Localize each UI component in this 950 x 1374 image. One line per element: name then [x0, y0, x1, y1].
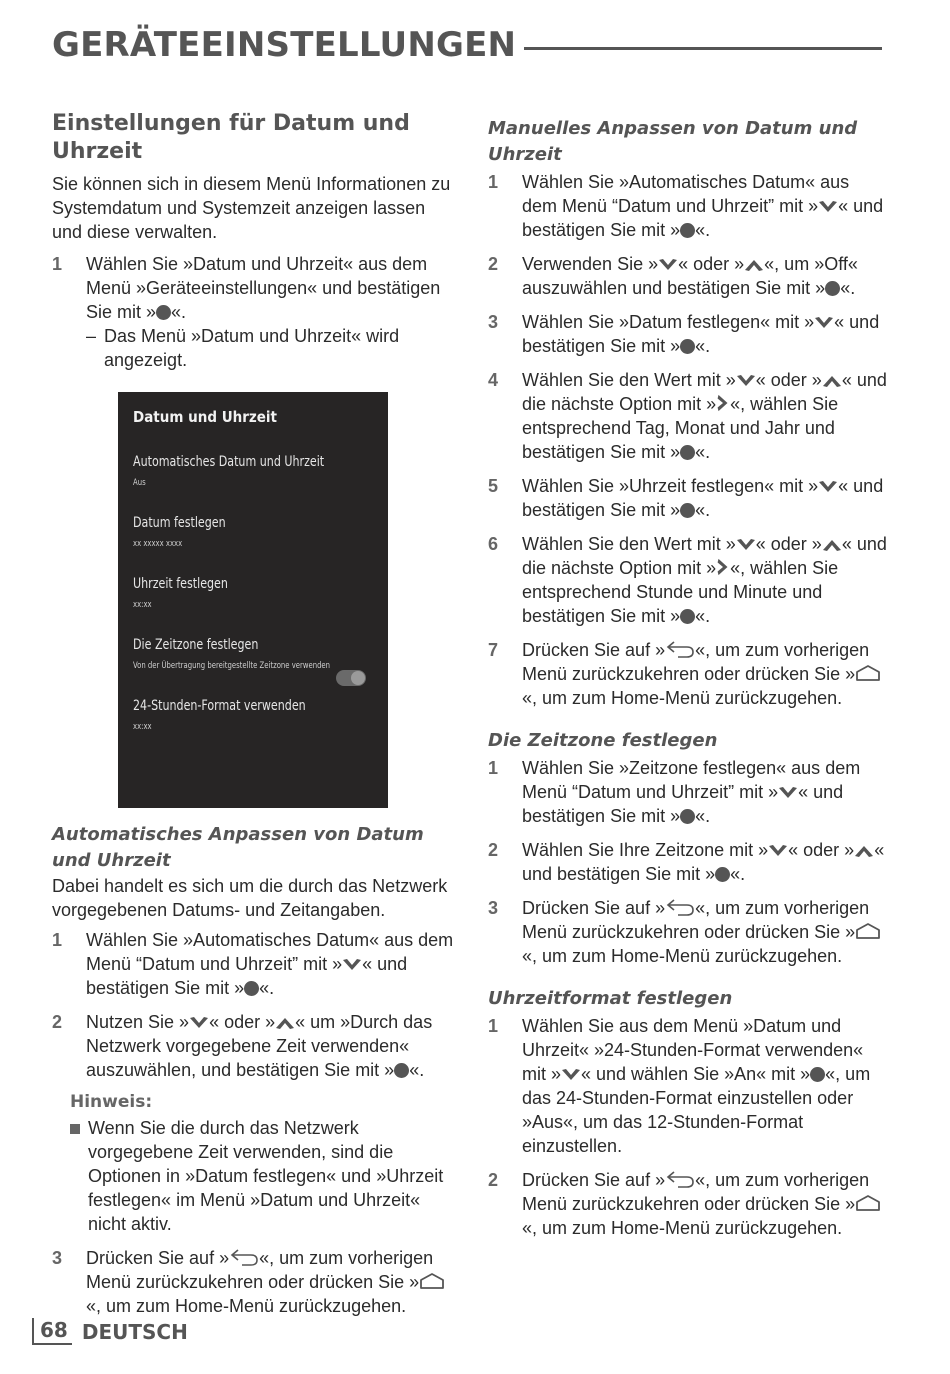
- step-number: 4: [488, 370, 499, 390]
- page-header: [52, 20, 882, 70]
- step-number: 3: [488, 898, 499, 918]
- step-text: «, um zum vorherigen Menü zurückzukehren oder drücken Sie »: [522, 1170, 870, 1214]
- step-number: 7: [488, 640, 499, 660]
- dash: –: [86, 326, 97, 346]
- chevron-down-icon: [736, 538, 756, 552]
- chevron-up-icon: [275, 1016, 295, 1030]
- menu-item-label: Automatisches Datum und Uhrzeit: [133, 454, 325, 470]
- chevron-down-icon: [768, 844, 788, 858]
- ok-button-icon: [680, 503, 695, 518]
- step-text: « oder »: [755, 534, 822, 554]
- ok-button-icon: [715, 867, 730, 882]
- step-text: Wählen Sie den Wert mit »: [522, 534, 736, 554]
- step-number: 2: [488, 840, 499, 860]
- manual-adjust-title: Manuelles Anpassen von Datum und Uhrzeit: [488, 118, 858, 165]
- auto-step-2: [52, 1010, 457, 1082]
- auto-step-1: [52, 928, 457, 1000]
- timezone-step-2: [488, 838, 888, 886]
- section-title: Einstellungen für Datum und Uhrzeit: [52, 111, 410, 164]
- step-text: Wählen Sie »Automatisches Datum« aus dem Menü “Datum und Uhrzeit” mit »: [86, 930, 454, 974]
- chevron-down-icon: [658, 258, 678, 272]
- step-text: «, wählen Sie entsprechend Stunde und Minute und bestätigen Sie mit »: [522, 558, 839, 626]
- left-column: [52, 110, 457, 1328]
- page-footer: [32, 1318, 188, 1345]
- auto-intro-text: Dabei handelt es sich um die durch das Netzwerk vorgegebenen Datums- und Zeitangaben.: [52, 876, 448, 920]
- chevron-down-icon: [342, 958, 362, 972]
- menu-item-value: xx:xx: [133, 600, 152, 610]
- ok-button-icon: [156, 305, 171, 320]
- timezone-step-1: [488, 756, 888, 828]
- menu-item-value: xx:xx: [133, 722, 152, 732]
- step-number: 5: [488, 476, 499, 496]
- menu-item-24h-format: [133, 698, 329, 732]
- step-text: «, um das 24-Stunden-Format einzustellen oder »Aus«, um das 12-Stunden-Format einzustellen.: [522, 1064, 871, 1156]
- step-number: 1: [52, 930, 63, 950]
- toggle-switch: [336, 670, 366, 686]
- page-title: GERÄTEEINSTELLUNGEN: [52, 25, 517, 65]
- step-text: « und bestätigen Sie mit »: [522, 840, 885, 884]
- menu-item-set-date: [133, 515, 238, 549]
- step-text: « oder »: [788, 840, 855, 860]
- step-text: «, um »Off« auszuwählen und bestätigen Sie mit »: [522, 254, 858, 298]
- step-text: Wählen Sie »Uhrzeit festlegen« mit »: [522, 476, 819, 496]
- chevron-right-icon: [716, 558, 730, 576]
- chevron-down-icon: [778, 786, 798, 800]
- step-text: « und wählen Sie »An« mit »: [581, 1064, 811, 1084]
- step-number: 1: [488, 172, 499, 192]
- step-text: «.: [409, 1060, 425, 1080]
- chevron-down-icon: [561, 1068, 581, 1082]
- home-icon: [855, 922, 881, 940]
- menu-item-auto-date: [133, 454, 350, 488]
- ok-button-icon: [680, 339, 695, 354]
- manual-step-5: [488, 474, 888, 522]
- manual-step-7: [488, 638, 888, 710]
- ok-button-icon: [680, 445, 695, 460]
- format-step-2: [488, 1168, 888, 1240]
- step-number: 3: [52, 1248, 63, 1268]
- step-text: «.: [695, 220, 711, 240]
- format-step-1: [488, 1014, 888, 1158]
- step-text: « und die nächste Option mit »: [522, 534, 887, 578]
- step-text: Drücken Sie auf »: [522, 1170, 666, 1190]
- step-result: [86, 324, 457, 372]
- step-text: Wählen Sie den Wert mit »: [522, 370, 736, 390]
- step-text: Wählen Sie »Datum festlegen« mit »: [522, 312, 815, 332]
- step-text: «.: [695, 442, 711, 462]
- step-text: «.: [695, 336, 711, 356]
- step-number: 2: [52, 1012, 63, 1032]
- step-text: «, um zum Home-Menü zurückzugehen.: [522, 1218, 843, 1238]
- menu-item-value: Aus: [133, 478, 146, 488]
- auto-step-3: [52, 1246, 457, 1318]
- step-number: 6: [488, 534, 499, 554]
- step-text: «, um zum Home-Menü zurückzugehen.: [86, 1296, 407, 1316]
- step-text: « und bestätigen Sie mit »: [522, 312, 880, 356]
- ok-button-icon: [244, 981, 259, 996]
- step-text: Wählen Sie aus dem Menü »Datum und Uhrzeit« »24-Stunden-Format verwenden« mit »: [522, 1016, 864, 1084]
- menu-item-label: Uhrzeit festlegen: [133, 576, 228, 592]
- menu-item-time-zone: [133, 637, 365, 671]
- step-text: «.: [695, 606, 711, 626]
- step-text: «.: [171, 302, 187, 322]
- chevron-right-icon: [716, 394, 730, 412]
- step-text: Nutzen Sie »: [86, 1012, 190, 1032]
- chevron-up-icon: [854, 844, 874, 858]
- home-icon: [855, 1194, 881, 1212]
- ok-button-icon: [680, 609, 695, 624]
- step-text: « und bestätigen Sie mit »: [522, 782, 844, 826]
- hint-item: [70, 1116, 457, 1236]
- step-text: Wählen Sie Ihre Zeitzone mit »: [522, 840, 769, 860]
- menu-item-label: Die Zeitzone festlegen: [133, 637, 259, 653]
- step-text: « oder »: [678, 254, 745, 274]
- manual-step-4: [488, 368, 888, 464]
- step-text: «.: [730, 864, 746, 884]
- step-1: [52, 252, 457, 372]
- menu-item-set-time: [133, 576, 241, 610]
- step-text: «.: [695, 806, 711, 826]
- menu-title: Datum und Uhrzeit: [133, 408, 278, 426]
- home-icon: [419, 1272, 445, 1290]
- timezone-step-3: [488, 896, 888, 968]
- chevron-down-icon: [818, 480, 838, 494]
- step-text: «, um zum Home-Menü zurückzugehen.: [522, 688, 843, 708]
- chevron-down-icon: [814, 316, 834, 330]
- step-text: Wählen Sie »Datum und Uhrzeit« aus dem Menü »Geräteeinstellungen« und bestätigen Sie mit »: [86, 254, 441, 322]
- ok-button-icon: [810, 1067, 825, 1082]
- footer-language: DEUTSCH: [81, 1319, 188, 1344]
- step-number: 1: [488, 758, 499, 778]
- menu-item-label: Datum festlegen: [133, 515, 226, 531]
- step-text: «.: [695, 500, 711, 520]
- step-text: Wählen Sie »Automatisches Datum« aus dem Menü “Datum und Uhrzeit” mit »: [522, 172, 850, 216]
- chevron-up-icon: [744, 258, 764, 272]
- ok-button-icon: [680, 223, 695, 238]
- menu-item-label: 24-Stunden-Format verwenden: [133, 698, 306, 714]
- chevron-down-icon: [736, 374, 756, 388]
- ok-button-icon: [825, 281, 840, 296]
- step-text: « oder »: [209, 1012, 276, 1032]
- intro-text: Sie können sich in diesem Menü Informationen zu Systemdatum und Systemzeit anzeigen lassen und diese verwalten.: [52, 174, 451, 242]
- step-text: Wählen Sie »Zeitzone festlegen« aus dem Menü “Datum und Uhrzeit” mit »: [522, 758, 861, 802]
- back-arrow-icon: [665, 1170, 695, 1188]
- time-format-title: Uhrzeitformat festlegen: [488, 988, 733, 1009]
- hint-text: Wenn Sie die durch das Netzwerk vorgegebene Zeit verwenden, sind die Optionen in »Datum festlegen« und »Uhrzeit festlegen« im Menü »Datum und Uhrzeit« nicht aktiv.: [88, 1118, 444, 1234]
- step-text: « und bestätigen Sie mit »: [522, 476, 884, 520]
- step-text: « oder »: [755, 370, 822, 390]
- step-text: Drücken Sie auf »: [522, 898, 666, 918]
- step-number: 3: [488, 312, 499, 332]
- auto-adjust-title: Automatisches Anpassen von Datum und Uhrzeit: [52, 824, 424, 871]
- ok-button-icon: [394, 1063, 409, 1078]
- manual-step-3: [488, 310, 888, 358]
- chevron-down-icon: [818, 200, 838, 214]
- step-number: 1: [52, 254, 63, 274]
- step-text: « und die nächste Option mit »: [522, 370, 887, 414]
- step-number: 2: [488, 1170, 499, 1190]
- chevron-up-icon: [822, 538, 842, 552]
- step-text: Verwenden Sie »: [522, 254, 659, 274]
- step-text: «, wählen Sie entsprechend Tag, Monat und Jahr und bestätigen Sie mit »: [522, 394, 839, 462]
- step-text: Drücken Sie auf »: [86, 1248, 230, 1268]
- chevron-down-icon: [189, 1016, 209, 1030]
- tv-menu-screenshot: [118, 392, 388, 808]
- step-text: «.: [259, 978, 275, 998]
- step-text: «, um zum vorherigen Menü zurückzukehren oder drücken Sie »: [522, 898, 870, 942]
- back-arrow-icon: [665, 898, 695, 916]
- step-text: « um »Durch das Netzwerk vorgegebene Zeit verwenden« auszuwählen, und bestätigen Sie mit »: [86, 1012, 433, 1080]
- step-text: «.: [840, 278, 856, 298]
- manual-step-2: [488, 252, 888, 300]
- bullet-square-icon: [70, 1124, 80, 1134]
- back-arrow-icon: [229, 1248, 259, 1266]
- header-rule: [524, 47, 882, 50]
- time-zone-title: Die Zeitzone festlegen: [488, 730, 718, 751]
- page-number: 68: [32, 1318, 72, 1345]
- chevron-up-icon: [822, 374, 842, 388]
- ok-button-icon: [680, 809, 695, 824]
- step-number: 1: [488, 1016, 499, 1036]
- back-arrow-icon: [665, 640, 695, 658]
- manual-step-6: [488, 532, 888, 628]
- step-text: «, um zum vorherigen Menü zurückzukehren oder drücken Sie »: [86, 1248, 434, 1292]
- step-text: Drücken Sie auf »: [522, 640, 666, 660]
- manual-step-1: [488, 170, 888, 242]
- result-text: Das Menü »Datum und Uhrzeit« wird angezeigt.: [104, 326, 400, 370]
- right-column: [488, 116, 888, 1250]
- step-text: « und bestätigen Sie mit »: [86, 954, 408, 998]
- menu-item-value: xx xxxxx xxxx: [133, 539, 183, 549]
- step-number: 2: [488, 254, 499, 274]
- step-text: « und bestätigen Sie mit »: [522, 196, 884, 240]
- hint-title: Hinweis:: [70, 1092, 153, 1112]
- step-text: «, um zum vorherigen Menü zurückzukehren oder drücken Sie »: [522, 640, 870, 684]
- step-text: «, um zum Home-Menü zurückzugehen.: [522, 946, 843, 966]
- menu-item-value: Von der Übertragung bereitgestellte Zeitzone verwenden: [133, 661, 331, 671]
- home-icon: [855, 664, 881, 682]
